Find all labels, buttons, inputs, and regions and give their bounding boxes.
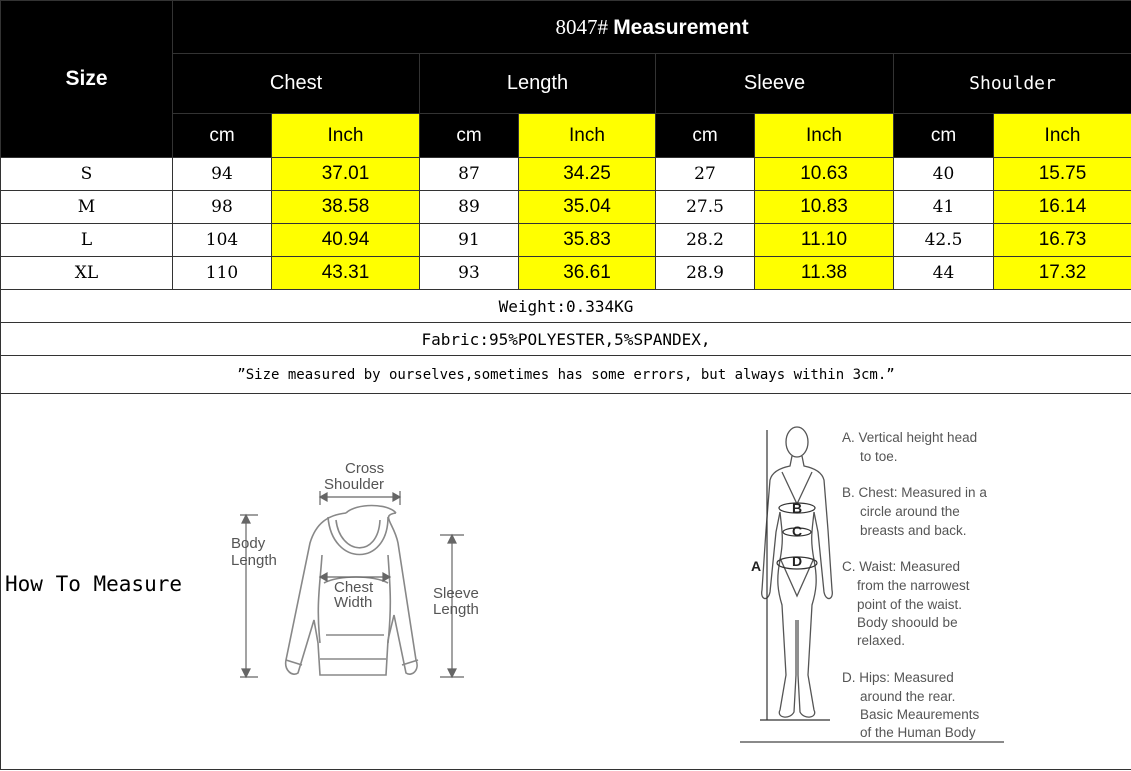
note-b-line-2: circle around the bbox=[860, 504, 960, 519]
body-label-b: B bbox=[792, 500, 803, 516]
sleeve-inch-cell: 10.83 bbox=[755, 191, 894, 224]
chest-inch-cell: 38.58 bbox=[272, 191, 420, 224]
body-length-label-1: Body bbox=[231, 535, 266, 552]
length-cm-cell: 91 bbox=[420, 224, 519, 257]
unit-cm: cm bbox=[420, 114, 519, 158]
length-cm-cell: 87 bbox=[420, 158, 519, 191]
unit-inch: Inch bbox=[994, 114, 1131, 158]
length-inch-cell: 34.25 bbox=[519, 158, 656, 191]
note-b-line-1: B. Chest: Measured in a bbox=[842, 485, 987, 500]
size-cell: S bbox=[1, 158, 173, 191]
unit-inch: Inch bbox=[755, 114, 894, 158]
note-a-line-2: to toe. bbox=[860, 449, 898, 464]
shoulder-cm-cell: 42.5 bbox=[894, 224, 994, 257]
cross-shoulder-label-1: Cross bbox=[345, 460, 385, 477]
note-c-line-4: Body shoould be bbox=[857, 615, 958, 630]
note-d-line-4: of the Human Body bbox=[860, 725, 976, 740]
unit-inch: Inch bbox=[519, 114, 656, 158]
group-chest: Chest bbox=[173, 54, 420, 114]
body-label-c: C bbox=[792, 523, 803, 539]
note-c-line-3: point of the waist. bbox=[857, 597, 963, 612]
chest-inch-cell: 40.94 bbox=[272, 224, 420, 257]
chest-cm-cell: 104 bbox=[173, 224, 272, 257]
shoulder-inch-cell: 16.14 bbox=[994, 191, 1131, 224]
note-d-line-2: around the rear. bbox=[860, 689, 956, 704]
shoulder-inch-cell: 17.32 bbox=[994, 257, 1131, 290]
shoulder-cm-cell: 44 bbox=[894, 257, 994, 290]
note-b-line-3: breasts and back. bbox=[860, 523, 967, 538]
shoulder-inch-cell: 15.75 bbox=[994, 158, 1131, 191]
table-row bbox=[1, 224, 1131, 257]
sleeve-inch-cell: 11.38 bbox=[755, 257, 894, 290]
length-inch-cell: 35.83 bbox=[519, 224, 656, 257]
body-label-d: D bbox=[792, 553, 803, 569]
title-label: Measurement bbox=[613, 15, 749, 39]
group-length: Length bbox=[420, 54, 656, 114]
fabric-row: Fabric:95%POLYESTER,5%SPANDEX, bbox=[1, 323, 1131, 356]
how-to-measure-label: How To Measure bbox=[5, 572, 183, 596]
size-cell: L bbox=[1, 224, 173, 257]
sleeve-cm-cell: 28.9 bbox=[656, 257, 755, 290]
table-row bbox=[1, 158, 1131, 191]
chest-width-label-2: Width bbox=[334, 594, 373, 611]
chest-cm-cell: 94 bbox=[173, 158, 272, 191]
shoulder-cm-cell: 40 bbox=[894, 158, 994, 191]
sweater-illustration bbox=[228, 455, 488, 695]
unit-cm: cm bbox=[894, 114, 994, 158]
body-label-a: A bbox=[751, 558, 762, 574]
chest-cm-cell: 110 bbox=[173, 257, 272, 290]
group-sleeve: Sleeve bbox=[656, 54, 894, 114]
note-d-line-3: Basic Meaurements bbox=[860, 707, 980, 722]
title-code: 8047# bbox=[555, 14, 608, 39]
sleeve-length-label-1: Sleeve bbox=[433, 585, 479, 602]
shoulder-cm-cell: 41 bbox=[894, 191, 994, 224]
unit-cm: cm bbox=[173, 114, 272, 158]
chest-inch-cell: 37.01 bbox=[272, 158, 420, 191]
disclaimer-row: ”Size measured by ourselves,sometimes has some errors, but always within 3cm.” bbox=[1, 356, 1131, 394]
table-title bbox=[173, 1, 1131, 54]
chest-cm-cell: 98 bbox=[173, 191, 272, 224]
weight-row: Weight:0.334KG bbox=[1, 290, 1131, 323]
group-shoulder: Shoulder bbox=[894, 54, 1131, 114]
note-d-line-1: D. Hips: Measured bbox=[842, 670, 954, 685]
body-diagram bbox=[740, 420, 1020, 750]
chest-inch-cell: 43.31 bbox=[272, 257, 420, 290]
unit-inch: Inch bbox=[272, 114, 420, 158]
shoulder-inch-cell: 16.73 bbox=[994, 224, 1131, 257]
note-c-line-5: relaxed. bbox=[857, 633, 906, 648]
body-illustration bbox=[740, 420, 1020, 750]
size-header: Size bbox=[1, 1, 173, 158]
unit-cm: cm bbox=[656, 114, 755, 158]
sweater-diagram bbox=[228, 455, 488, 695]
length-cm-cell: 89 bbox=[420, 191, 519, 224]
sleeve-cm-cell: 28.2 bbox=[656, 224, 755, 257]
note-c-line-2: from the narrowest bbox=[857, 578, 970, 593]
size-cell: XL bbox=[1, 257, 173, 290]
sleeve-inch-cell: 11.10 bbox=[755, 224, 894, 257]
table-row bbox=[1, 257, 1131, 290]
sleeve-inch-cell: 10.63 bbox=[755, 158, 894, 191]
note-a-line-1: A. Vertical height head bbox=[842, 430, 978, 445]
length-cm-cell: 93 bbox=[420, 257, 519, 290]
sleeve-length-label-2: Length bbox=[433, 601, 479, 618]
sleeve-cm-cell: 27 bbox=[656, 158, 755, 191]
table-row bbox=[1, 191, 1131, 224]
chest-width-label-1: Chest bbox=[334, 579, 374, 596]
note-c-line-1: C. Waist: Measured bbox=[842, 559, 961, 574]
length-inch-cell: 36.61 bbox=[519, 257, 656, 290]
sleeve-cm-cell: 27.5 bbox=[656, 191, 755, 224]
size-cell: M bbox=[1, 191, 173, 224]
body-length-label-2: Length bbox=[231, 552, 277, 569]
length-inch-cell: 35.04 bbox=[519, 191, 656, 224]
cross-shoulder-label-2: Shoulder bbox=[324, 476, 385, 493]
